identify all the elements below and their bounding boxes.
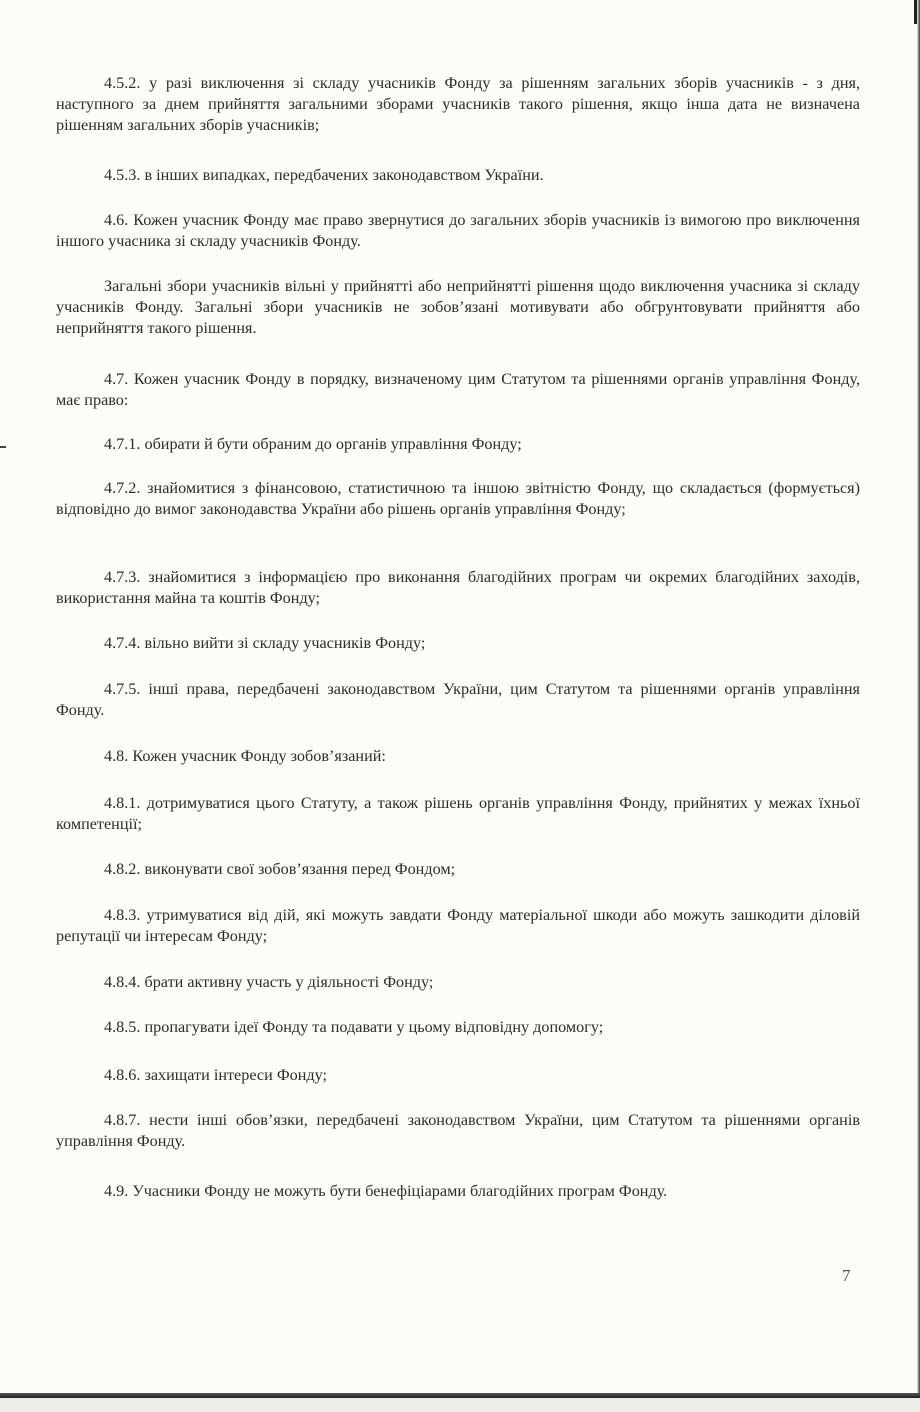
paragraph-4-7-3: 4.7.3. знайомитися з інформацією про виконання благодійних програм чи окремих благодійних заходів, використання майна та коштів Фонду;	[56, 568, 860, 607]
paragraph-4-7-1: 4.7.1. обирати й бути обраним до органів управління Фонду;	[104, 435, 522, 453]
paragraph-4-7-2: 4.7.2. знайомитися з фінансовою, статистичною та іншою звітністю Фонду, що складається (формується) відповідно до вимог законодавства України або рішень органів управління Фонду;	[56, 479, 860, 518]
paragraph-4-8-4: 4.8.4. брати активну участь у діяльності Фонду;	[104, 973, 434, 991]
paragraph-4-8-5: 4.8.5. пропагувати ідеї Фонду та подавати у цьому відповідну допомогу;	[104, 1018, 604, 1036]
page-number: 7	[842, 1266, 851, 1285]
scan-binding-mark	[0, 446, 6, 448]
paragraph-4-7-5: 4.7.5. інші права, передбачені законодавством України, цим Статутом та рішеннями органів управління Фонду.	[56, 680, 860, 719]
paragraph-4-6: 4.6. Кожен учасник Фонду має право звернутися до загальних зборів учасників із вимогою про виключення іншого учасника зі складу учасників Фонду.	[56, 211, 860, 250]
paragraph-4-8-3: 4.8.3. утримуватися від дій, які можуть завдати Фонду матеріальної шкоди або можуть зашкодити діловій репутації чи інтересам Фонду;	[56, 906, 860, 945]
paragraph-4-8-2: 4.8.2. виконувати свої зобов’язання перед Фондом;	[104, 860, 456, 878]
paragraph-4-8-7: 4.8.7. нести інші обов’язки, передбачені законодавством України, цим Статутом та рішеннями органів управління Фонду.	[56, 1111, 860, 1150]
paragraph-4-5-3: 4.5.3. в інших випадках, передбачених законодавством України.	[104, 166, 544, 184]
paragraph-4-8-6: 4.8.6. захищати інтереси Фонду;	[104, 1066, 327, 1084]
paragraph-4-9: 4.9. Учасники Фонду не можуть бути бенефіціарами благодійних програм Фонду.	[104, 1182, 668, 1200]
paragraph-4-7: 4.7. Кожен учасник Фонду в порядку, визначеному цим Статутом та рішеннями органів управління Фонду, має право:	[56, 370, 860, 409]
paragraph-4-7-4: 4.7.4. вільно вийти зі складу учасників Фонду;	[104, 634, 426, 652]
paragraph-4-8: 4.8. Кожен учасник Фонду зобов’язаний:	[104, 747, 386, 765]
scan-edge-bottom-light	[0, 1398, 920, 1412]
paragraph-4-8-1: 4.8.1. дотримуватися цього Статуту, а також рішень органів управління Фонду, прийнятих у межах їхньої компетенції;	[56, 794, 860, 833]
paragraph-4-6-continued: Загальні збори учасників вільні у прийнятті або неприйнятті рішення щодо виключення учасника зі складу учасників Фонду. Загальні збори учасників не зобов’язані мотивувати або обгрунтовувати прийняття або неприйняття такого рішення.	[56, 277, 860, 337]
paragraph-4-5-2: 4.5.2. у разі виключення зі складу учасників Фонду за рішенням загальних зборів учасників - з дня, наступного за днем прийняття загальними зборами учасників такого рішення, якщо інша дата не визначена рішенням загальних зборів учасників;	[56, 74, 860, 134]
